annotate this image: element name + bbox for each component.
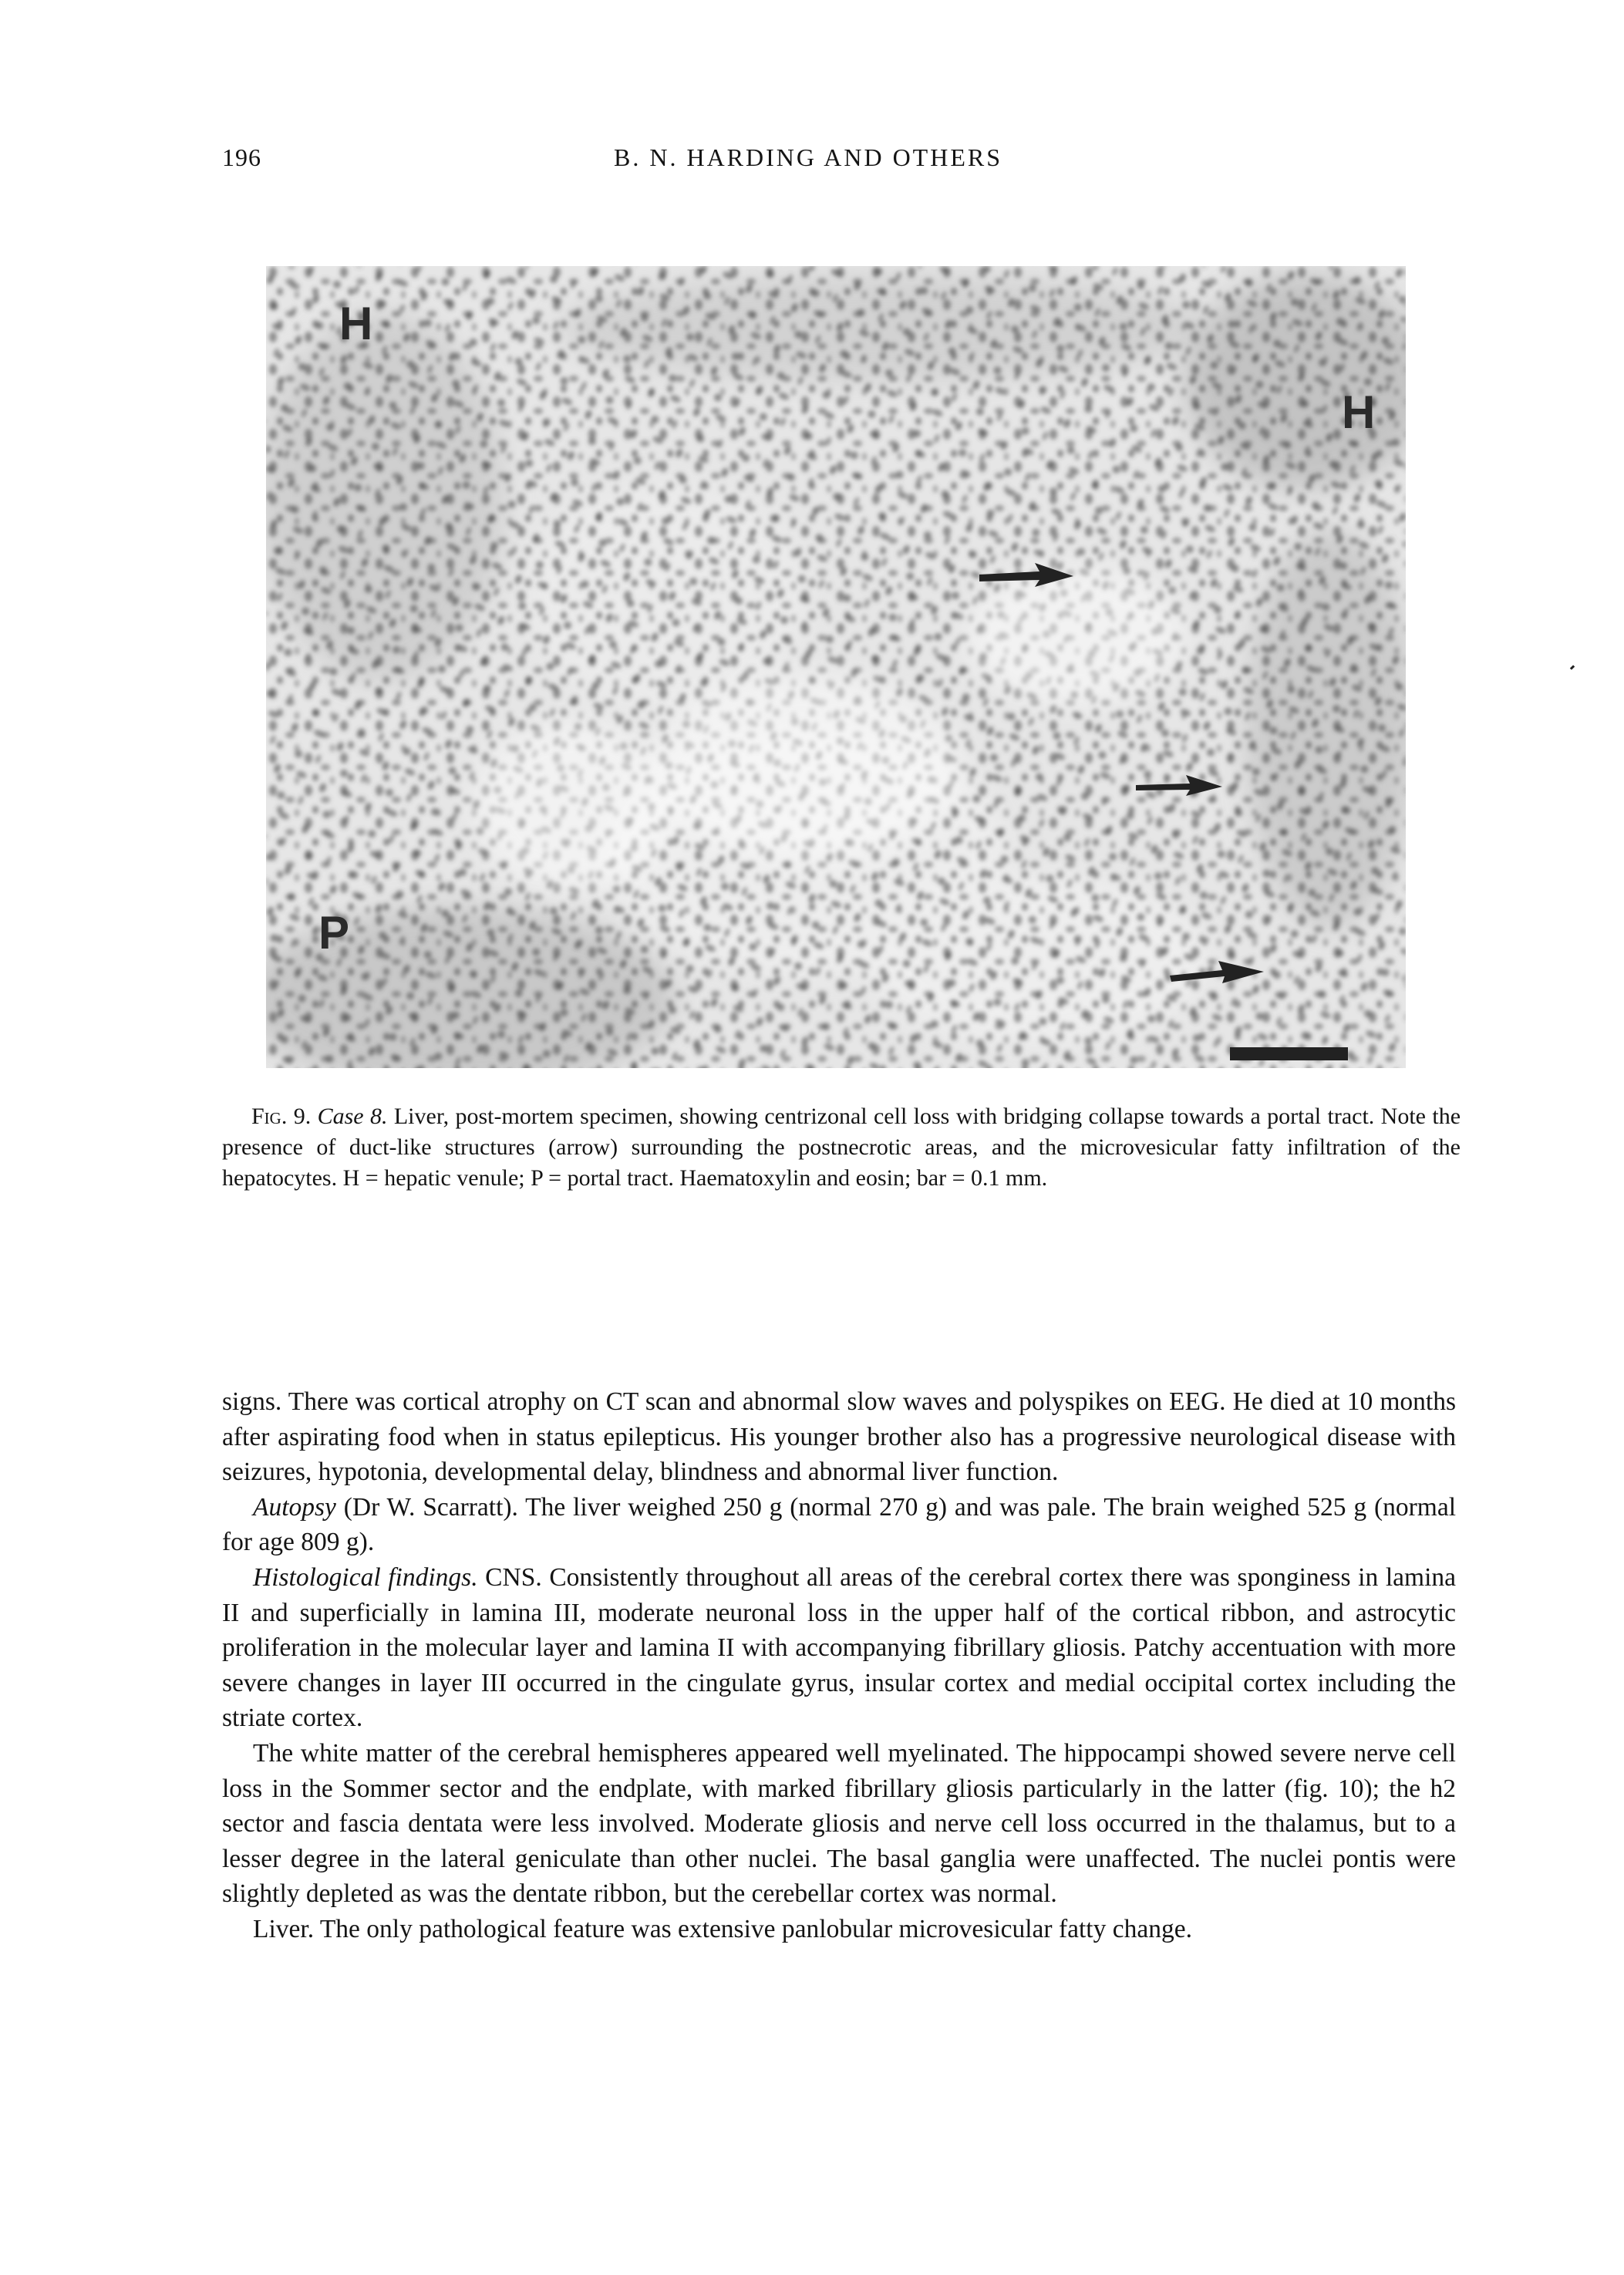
scale-bar bbox=[1230, 1047, 1348, 1060]
paragraph-autopsy bbox=[222, 1490, 1456, 1560]
histology-text: CNS. Consistently throughout all areas of the cerebral cortex there was sponginess in lamina II and superficially in lamina III, moderate neuronal loss in the upper half of the cortical ribbon, and astrocytic proliferation in the molecular layer and lamina II with accompanying fibrillary gliosis. Patchy accentuation with more severe changes in layer III occurred in the cingulate gyrus, insular cortex and medial occipital cortex including the striate cortex. bbox=[222, 1562, 1456, 1733]
arrow-icon bbox=[1170, 960, 1266, 991]
page-number: 196 bbox=[222, 143, 261, 171]
arrow-icon bbox=[1136, 772, 1225, 803]
case-label: Case 8. bbox=[317, 1104, 388, 1129]
caption-text: Liver, post-mortem specimen, showing centrizonal cell loss with bridging collapse towards a portal tract. Note the presence of duct-like structures (arrow) surrounding the postnecrotic areas, and the microvesicular fatty infiltration of the hepatocytes. H = hepatic venule; P = portal tract. Haematoxylin and eosin; bar = 0.1 mm. bbox=[222, 1104, 1461, 1191]
paragraph-histology bbox=[222, 1560, 1456, 1736]
autopsy-text: (Dr W. Scarratt). The liver weighed 250 g (normal 270 g) and was pale. The brain weighed 525 g (normal for age 809 g). bbox=[222, 1492, 1456, 1557]
hepatic-venule-label-left: H bbox=[339, 298, 373, 349]
micrograph-figure bbox=[266, 266, 1406, 1085]
paragraph-white-matter: The white matter of the cerebral hemispheres appeared well myelinated. The hippocampi showed severe nerve cell loss in the Sommer sector and the endplate, with marked fibrillary gliosis particularly in the latter (fig. 10); the h2 sector and fascia dentata were less involved. Moderate gliosis and nerve cell loss occurred in the thalamus, but to a lesser degree in the lateral geniculate than other nuclei. The basal ganglia were unaffected. The nuclei pontis were slightly depleted as was the dentate ribbon, but the cerebellar cortex was normal. bbox=[222, 1738, 1456, 1909]
arrow-icon bbox=[979, 563, 1076, 594]
hepatic-venule-label-right: H bbox=[1342, 386, 1376, 438]
histology-heading: Histological findings. bbox=[253, 1562, 478, 1592]
paragraph-clinical: signs. There was cortical atrophy on CT scan and abnormal slow waves and polyspikes on EEG. He died at 10 months after aspirating food when in status epilepticus. His younger brother also has a progressive neurological disease with seizures, hypotonia, developmental delay, blindness and abnormal liver function. bbox=[222, 1387, 1456, 1487]
figure-caption bbox=[222, 1101, 1461, 1194]
autopsy-heading: Autopsy bbox=[253, 1492, 336, 1522]
paragraph-liver: Liver. The only pathological feature was extensive panlobular microvesicular fatty change. bbox=[253, 1914, 1192, 1943]
portal-tract-label: P bbox=[318, 907, 350, 959]
figure-label: Fig. 9. bbox=[251, 1104, 312, 1129]
running-head: B. N. HARDING AND OTHERS bbox=[614, 143, 1003, 171]
body-text bbox=[222, 1384, 1456, 1947]
scan-speck bbox=[1570, 665, 1575, 669]
